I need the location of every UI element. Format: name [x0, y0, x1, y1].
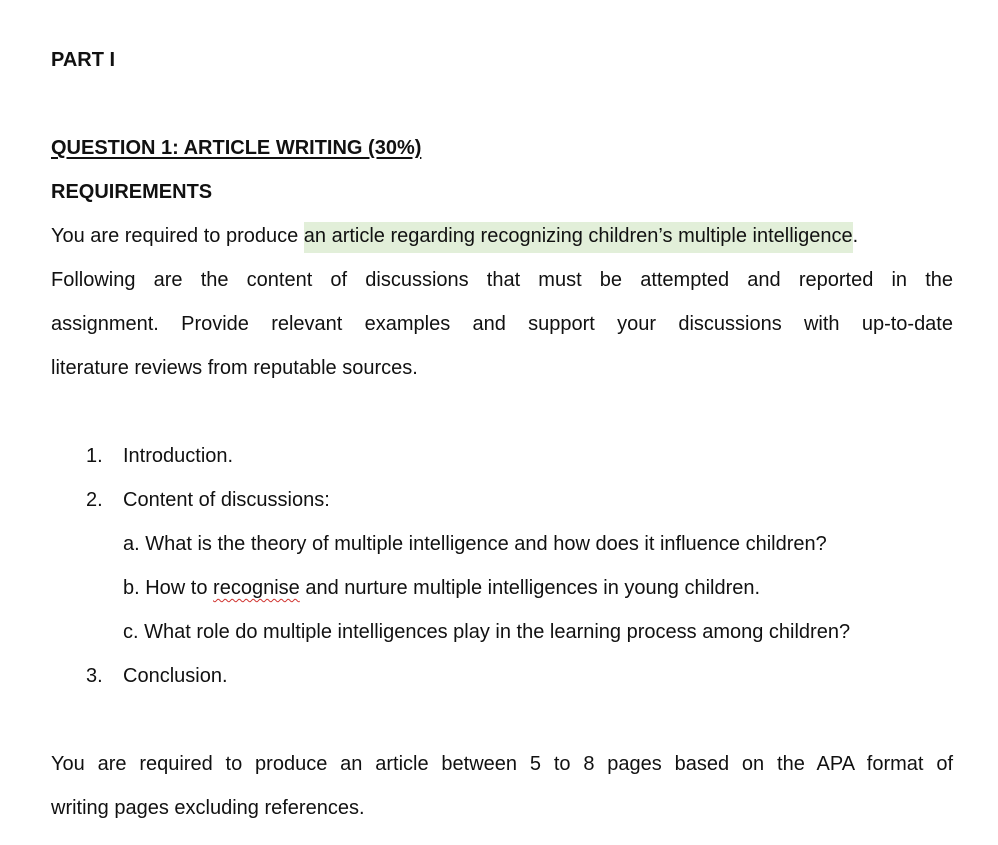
- spelling-flag-word[interactable]: recognise: [213, 577, 300, 599]
- intro-lead: You are required to produce: [51, 225, 304, 247]
- list-number: 1.: [86, 445, 103, 467]
- intro-line: [51, 222, 858, 250]
- highlighted-phrase: an article regarding recognizing children’s multiple intelligence: [304, 222, 853, 253]
- closing-line: You are required to produce an article between 5 to 8 pages based on the APA format of: [51, 753, 953, 775]
- closing-line: writing pages excluding references.: [51, 797, 365, 819]
- subitem-b-pre: b. How to: [123, 577, 214, 599]
- subitem-b: [123, 574, 760, 602]
- subitem-b-post: and nurture multiple intelligences in young children.: [299, 577, 761, 599]
- list-number: 2.: [86, 489, 103, 511]
- list-item-introduction: Introduction.: [123, 445, 234, 467]
- paragraph-line: Following are the content of discussions that must be attempted and reported in the: [51, 269, 953, 291]
- requirements-heading: REQUIREMENTS: [51, 181, 213, 203]
- subitem-a: a. What is the theory of multiple intelligence and how does it influence children?: [123, 533, 827, 555]
- list-item-content: Content of discussions:: [123, 489, 330, 511]
- paragraph-line: assignment. Provide relevant examples and support your discussions with up-to-date: [51, 313, 953, 335]
- question-title: QUESTION 1: ARTICLE WRITING (30%): [51, 137, 422, 159]
- list-number: 3.: [86, 665, 103, 687]
- intro-tail: .: [852, 225, 859, 247]
- list-item-conclusion: Conclusion.: [123, 665, 228, 687]
- subitem-c: c. What role do multiple intelligences play in the learning process among children?: [123, 621, 851, 643]
- paragraph-line: literature reviews from reputable sources.: [51, 357, 418, 379]
- part-title: PART I: [51, 49, 116, 71]
